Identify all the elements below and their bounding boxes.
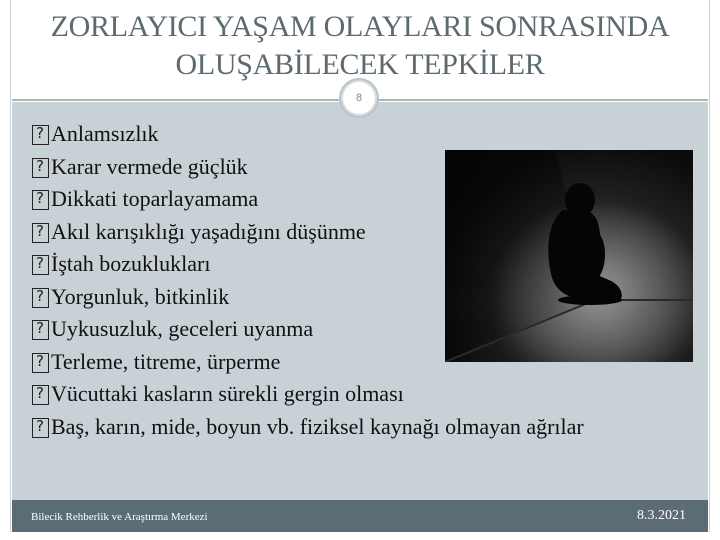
bullet-icon [32, 288, 49, 308]
person-silhouette-icon [445, 150, 693, 362]
bullet-text: Uykusuzluk, geceleri uyanma [51, 316, 314, 341]
bullet-text: Anlamsızlık [51, 121, 159, 146]
list-item [32, 378, 661, 411]
bullet-icon [32, 353, 49, 373]
footer-organization: Bilecik Rehberlik ve Araştırma Merkezi [31, 511, 208, 523]
bullet-text: Baş, karın, mide, boyun vb. fiziksel kaynağı olmayan ağrılar [51, 413, 584, 439]
bullet-icon [32, 418, 49, 438]
sad-person-photo [445, 150, 693, 362]
bullet-text: Akıl karışıklığı yaşadığını düşünme [51, 218, 366, 244]
bullet-text: Terleme, titreme, ürperme [51, 348, 281, 374]
footer-bar [12, 500, 708, 532]
bullet-text: Karar vermede güçlük [51, 153, 248, 179]
page-number: 8 [355, 92, 363, 104]
bullet-icon [32, 125, 49, 145]
list-item [32, 118, 661, 151]
bullet-icon [32, 158, 49, 178]
bullet-text: Yorgunluk, bitkinlik [51, 283, 230, 309]
bullet-icon [32, 320, 49, 340]
bullet-text: Vücuttaki kasların sürekli gergin olması [51, 381, 404, 406]
title-line-2: OLUŞABİLECEK TEPKİLER [175, 48, 545, 81]
bullet-text: İştah bozuklukları [51, 251, 211, 276]
list-item [32, 411, 661, 444]
bullet-text: Dikkati toparlayamama [51, 186, 259, 211]
bullet-icon [32, 190, 49, 210]
bullet-icon [32, 385, 49, 405]
page-number-badge [343, 82, 375, 114]
bullet-icon [32, 255, 49, 275]
title-line-1: ZORLAYICI YAŞAM OLAYLARI SONRASINDA [50, 10, 670, 43]
footer-date: 8.3.2021 [637, 508, 686, 523]
bullet-icon [32, 223, 49, 243]
slide-title [12, 8, 708, 84]
